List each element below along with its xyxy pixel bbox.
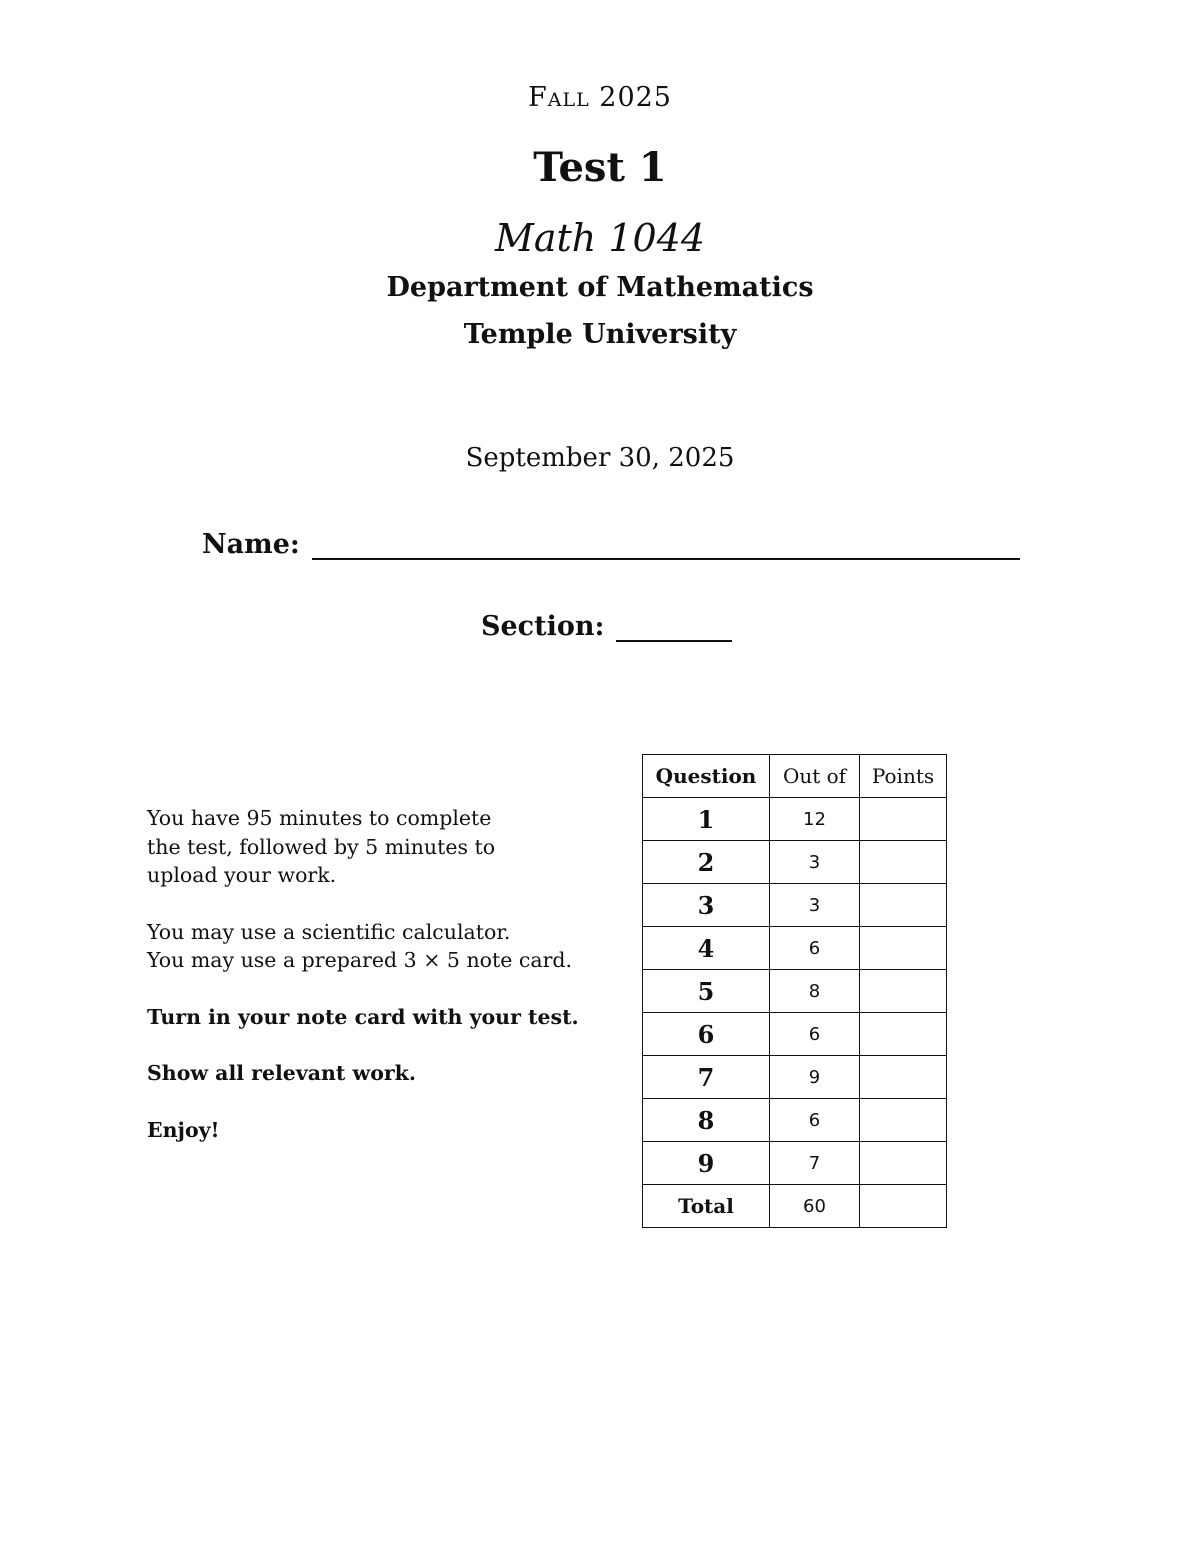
- table-row: [643, 884, 947, 927]
- out-of-value: 9: [770, 1056, 860, 1099]
- section-blank-line[interactable]: [616, 616, 732, 642]
- score-table-header-row: [643, 755, 947, 798]
- table-row: [643, 798, 947, 841]
- enjoy-message: Enjoy!: [147, 1117, 220, 1142]
- out-of-value: 7: [770, 1142, 860, 1185]
- name-blank-line[interactable]: [312, 534, 1020, 560]
- name-label: Name:: [202, 529, 300, 560]
- table-row: [643, 841, 947, 884]
- section-field-row: [481, 612, 732, 642]
- table-row: [643, 1142, 947, 1185]
- calculator-instruction-line: You may use a scientific calculator.: [147, 919, 511, 944]
- question-number: 6: [643, 1013, 770, 1056]
- points-cell[interactable]: [860, 1013, 947, 1056]
- out-of-value: 3: [770, 841, 860, 884]
- name-field-row: [202, 530, 1020, 560]
- time-instruction-line: the test, followed by 5 minutes to: [147, 834, 496, 859]
- department-name: Department of Mathematics: [386, 272, 814, 303]
- table-row: [643, 1056, 947, 1099]
- time-instruction-line: You have 95 minutes to complete: [147, 806, 492, 830]
- total-out-of-value: 60: [770, 1185, 860, 1228]
- section-label: Section:: [481, 611, 605, 642]
- question-number: 1: [643, 798, 770, 841]
- table-row: [643, 1099, 947, 1142]
- out-of-column-header: Out of: [770, 755, 860, 798]
- points-cell[interactable]: [860, 1099, 947, 1142]
- time-instruction: [147, 804, 617, 890]
- test-title: Test 1: [533, 144, 667, 191]
- question-number: 3: [643, 884, 770, 927]
- question-column-header: Question: [643, 755, 770, 798]
- total-points-cell[interactable]: [860, 1185, 947, 1228]
- instructions-block: [147, 804, 617, 1172]
- out-of-value: 6: [770, 1013, 860, 1056]
- out-of-value: 8: [770, 970, 860, 1013]
- points-cell[interactable]: [860, 884, 947, 927]
- question-number: 9: [643, 1142, 770, 1185]
- calculator-instruction: [147, 918, 617, 975]
- notecard-instruction: Turn in your note card with your test.: [147, 1004, 579, 1029]
- score-table: [642, 754, 947, 1228]
- question-number: 4: [643, 927, 770, 970]
- university-name: Temple University: [463, 319, 737, 350]
- question-number: 2: [643, 841, 770, 884]
- out-of-value: 6: [770, 927, 860, 970]
- points-cell[interactable]: [860, 970, 947, 1013]
- question-number: 5: [643, 970, 770, 1013]
- time-instruction-line: upload your work.: [147, 863, 337, 887]
- notecard-instruction-line: You may use a prepared 3 × 5 note card.: [147, 948, 573, 972]
- out-of-value: 3: [770, 884, 860, 927]
- out-of-value: 6: [770, 1099, 860, 1142]
- show-work-instruction: Show all relevant work.: [147, 1061, 417, 1085]
- question-number: 7: [643, 1056, 770, 1099]
- question-number: 8: [643, 1099, 770, 1142]
- out-of-value: 12: [770, 798, 860, 841]
- table-row: [643, 1013, 947, 1056]
- points-column-header: Points: [860, 755, 947, 798]
- course-name: Math 1044: [494, 216, 706, 260]
- points-cell[interactable]: [860, 841, 947, 884]
- total-label: Total: [643, 1185, 770, 1228]
- points-cell[interactable]: [860, 927, 947, 970]
- points-cell[interactable]: [860, 1056, 947, 1099]
- points-cell[interactable]: [860, 798, 947, 841]
- total-row: [643, 1185, 947, 1228]
- table-row: [643, 970, 947, 1013]
- points-cell[interactable]: [860, 1142, 947, 1185]
- semester-label: Fall 2025: [528, 82, 672, 113]
- test-date: September 30, 2025: [465, 443, 735, 473]
- table-row: [643, 927, 947, 970]
